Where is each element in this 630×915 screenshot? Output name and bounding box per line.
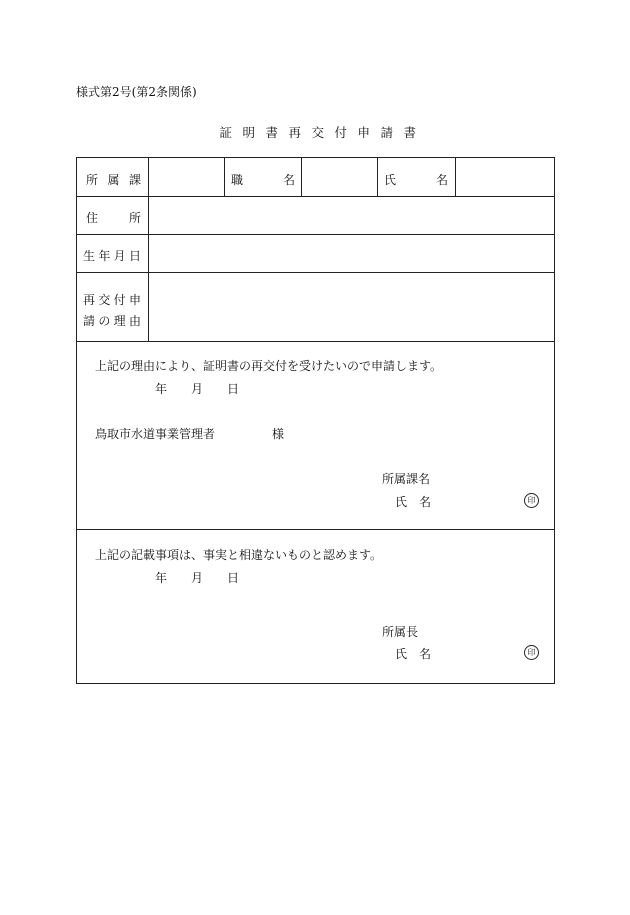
address-field[interactable] <box>149 197 554 233</box>
certification-statement: 上記の記載事項は、事実と相違ないものと認めます。 <box>95 548 383 562</box>
department-name-label: 所属課名 <box>382 472 431 486</box>
seal-icon: 印 <box>524 493 539 508</box>
application-date-day: 日 <box>227 382 240 396</box>
column-divider <box>377 158 378 196</box>
reason-label-line2: 請 の 理 由 <box>83 314 141 328</box>
address-label: 住 所 <box>86 211 141 225</box>
row-divider <box>77 341 554 342</box>
honorific: 様 <box>272 427 285 441</box>
chief-name-label: 氏 名 <box>395 647 431 661</box>
application-form-table <box>76 157 555 684</box>
name-label: 氏 名 <box>384 173 448 187</box>
section-divider <box>77 529 554 530</box>
birthdate-field[interactable] <box>149 235 554 271</box>
name-field[interactable] <box>456 159 554 195</box>
addressee: 鳥取市水道事業管理者 <box>95 427 216 441</box>
chief-label: 所属長 <box>382 625 419 639</box>
applicant-name-label: 氏 名 <box>395 495 431 509</box>
seal-icon: 印 <box>524 645 539 660</box>
application-date-month: 月 <box>191 382 204 396</box>
reason-field[interactable] <box>149 273 554 340</box>
position-label: 職 名 <box>231 173 295 187</box>
application-statement: 上記の理由により、証明書の再交付を受けたいので申請します。 <box>95 359 443 373</box>
column-divider <box>224 158 225 196</box>
certification-date-year: 年 <box>155 571 168 585</box>
form-number: 様式第2号(第2条関係) <box>76 85 197 99</box>
department-label: 所 属 課 <box>86 173 141 187</box>
document-title: 証明書再交付申請書 <box>219 125 427 140</box>
birthdate-label: 生 年 月 日 <box>83 249 141 263</box>
position-field[interactable] <box>302 159 376 195</box>
certification-date-day: 日 <box>227 571 240 585</box>
reason-label-line1: 再 交 付 申 <box>83 293 141 307</box>
department-field[interactable] <box>149 159 223 195</box>
application-date-year: 年 <box>155 382 168 396</box>
certification-date-month: 月 <box>191 571 204 585</box>
